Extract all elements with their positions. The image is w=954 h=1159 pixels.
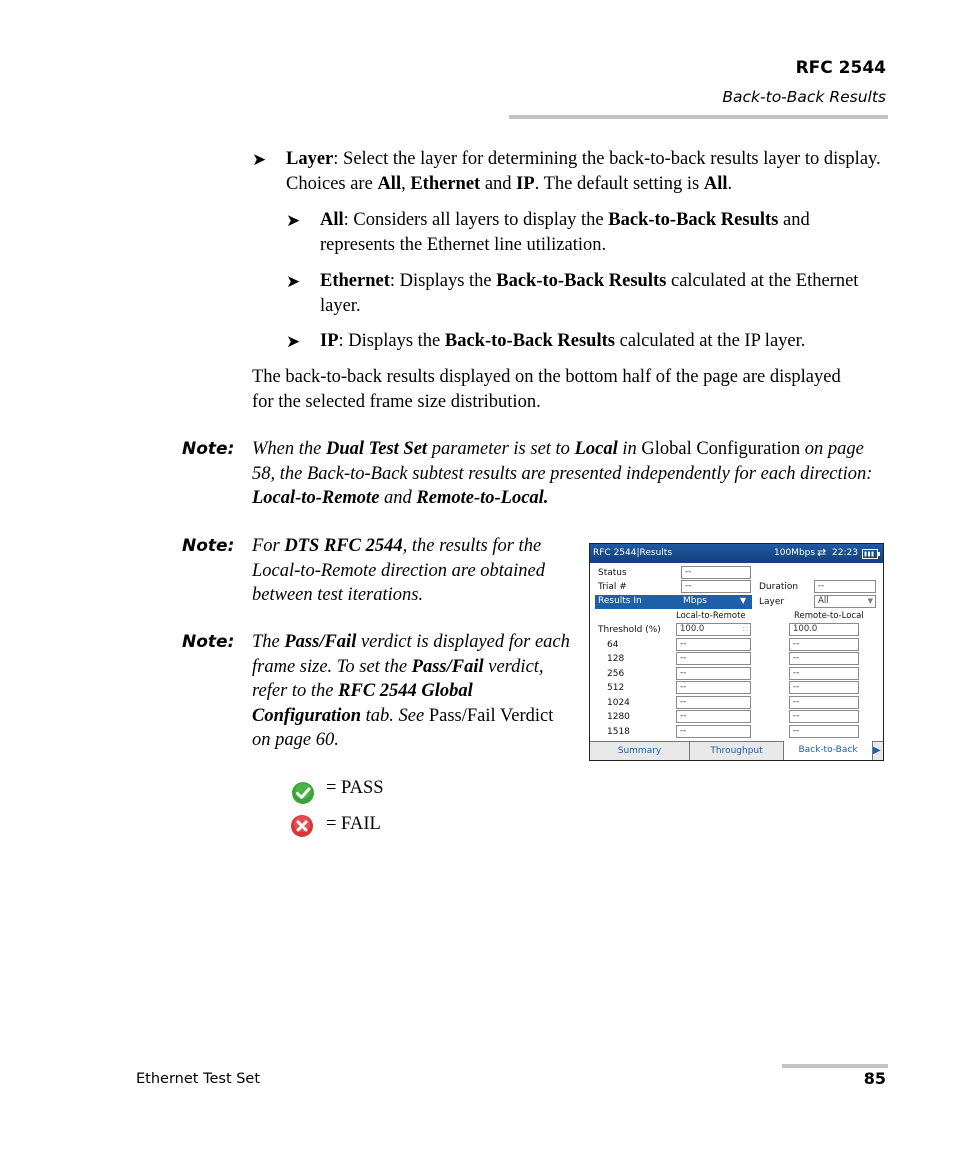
note-dts-rfc: For DTS RFC 2544, the results for the Local-to-Remote direction are obtained between test iterations. [252,536,546,605]
fail-x-icon [290,814,314,838]
fail-legend: = FAIL [326,814,381,834]
result-right: -- [789,681,859,694]
note-dual-test-set: When the Dual Test Set parameter is set to Local in Global Configuration on page 58, the Back-to-Back subtest results are presented independently for each direction: Local-to-Remote and Remote-to-Local. [252,439,873,508]
keypad-icon: ∷ [742,625,748,634]
title-bar [590,544,883,563]
frame-size-label: 1024 [607,698,630,708]
section-title: RFC 2544 [795,58,886,78]
link-speed: 100Mbps [774,548,816,558]
rfc2544-results-screenshot [589,543,884,761]
result-left: -- [676,652,751,665]
pass-legend: = PASS [326,778,384,798]
note-label: Note: [182,632,235,652]
tab-back-to-back[interactable]: Back-to-Back [784,741,873,760]
layer-dropdown[interactable]: All ▼ [814,595,876,608]
col-local-to-remote: Local-to-Remote [676,611,746,621]
result-right: -- [789,638,859,651]
col-remote-to-local: Remote-to-Local [794,611,864,621]
page-number: 85 [863,1069,886,1088]
threshold-left-field[interactable]: 100.0 ∷ [676,623,751,636]
result-left: -- [676,638,751,651]
battery-icon [862,549,880,559]
sub-item-ethernet: Ethernet: Displays the Back-to-Back Results calculated at the Ethernet layer. [320,271,859,316]
results-in-label: Results In [598,596,642,606]
result-right: -- [789,696,859,709]
layer-item: Layer: Select the layer for determining the back-to-back results layer to display. Choices are All, Ethernet and IP. The default setting is All. [286,149,881,194]
threshold-label: Threshold (%) [598,625,661,635]
layer-label: Layer [759,597,785,607]
result-left: -- [676,681,751,694]
screen-title: RFC 2544|Results [593,548,673,558]
result-right: -- [789,725,859,738]
result-right: -- [789,652,859,665]
tab-summary[interactable]: Summary [590,742,690,760]
frame-size-label: 1518 [607,727,630,737]
dropdown-arrow-icon: ▼ [867,597,873,605]
duration-field: -- [814,580,876,593]
trial-field: -- [681,580,751,593]
frame-size-label: 128 [607,654,625,664]
result-left: -- [676,725,751,738]
header-rule [509,115,888,119]
footer-doc-title: Ethernet Test Set [136,1071,261,1087]
arrow-bullet-icon: ➤ [252,150,267,169]
sub-item-ip: IP: Displays the Back-to-Back Results calculated at the IP layer. [320,331,806,351]
result-left: -- [676,710,751,723]
frame-size-label: 512 [607,683,625,693]
tab-bar [590,741,883,761]
pass-check-icon [291,781,315,805]
results-in-row[interactable] [595,595,752,609]
results-paragraph: The back-to-back results displayed on the bottom half of the page are displayed for the selected frame size distribution. [252,367,841,412]
subsection-title: Back-to-Back Results [722,88,886,106]
result-right: -- [789,710,859,723]
link-arrows-icon: ⇄ [817,546,827,559]
trial-label: Trial # [598,582,627,592]
arrow-bullet-icon: ➤ [286,272,301,291]
result-left: -- [676,696,751,709]
frame-size-label: 64 [607,640,619,650]
duration-label: Duration [759,582,799,592]
arrow-bullet-icon: ➤ [286,332,301,351]
sub-item-all: All: Considers all layers to display the Back-to-Back Results and represents the Ethernet line utilization. [320,210,810,255]
global-configuration-link[interactable]: Global Configuration [641,439,801,459]
frame-size-label: 256 [607,669,625,679]
status-field: -- [681,566,751,579]
result-right: -- [789,667,859,680]
note-pass-fail: The Pass/Fail verdict is displayed for each frame size. To set the Pass/Fail verdict, refer to the RFC 2544 Global Configuration tab. See Pass/Fail Verdict on page 60. [252,632,570,750]
frame-size-label: 1280 [607,712,630,722]
result-left: -- [676,667,751,680]
clock: 22:23 [832,548,858,558]
pass-fail-verdict-link[interactable]: Pass/Fail Verdict [428,705,554,726]
arrow-bullet-icon: ➤ [286,211,301,230]
status-label: Status [598,568,627,578]
tab-throughput[interactable]: Throughput [690,742,784,760]
results-in-value: Mbps [683,596,707,606]
note-label: Note: [182,536,235,556]
threshold-right-field[interactable]: 100.0 [789,623,859,636]
dropdown-arrow-icon: ▼ [740,596,747,605]
note-label: Note: [182,439,235,459]
tab-scroll-right-icon[interactable]: ▶ [873,745,881,756]
footer-rule [782,1064,888,1068]
